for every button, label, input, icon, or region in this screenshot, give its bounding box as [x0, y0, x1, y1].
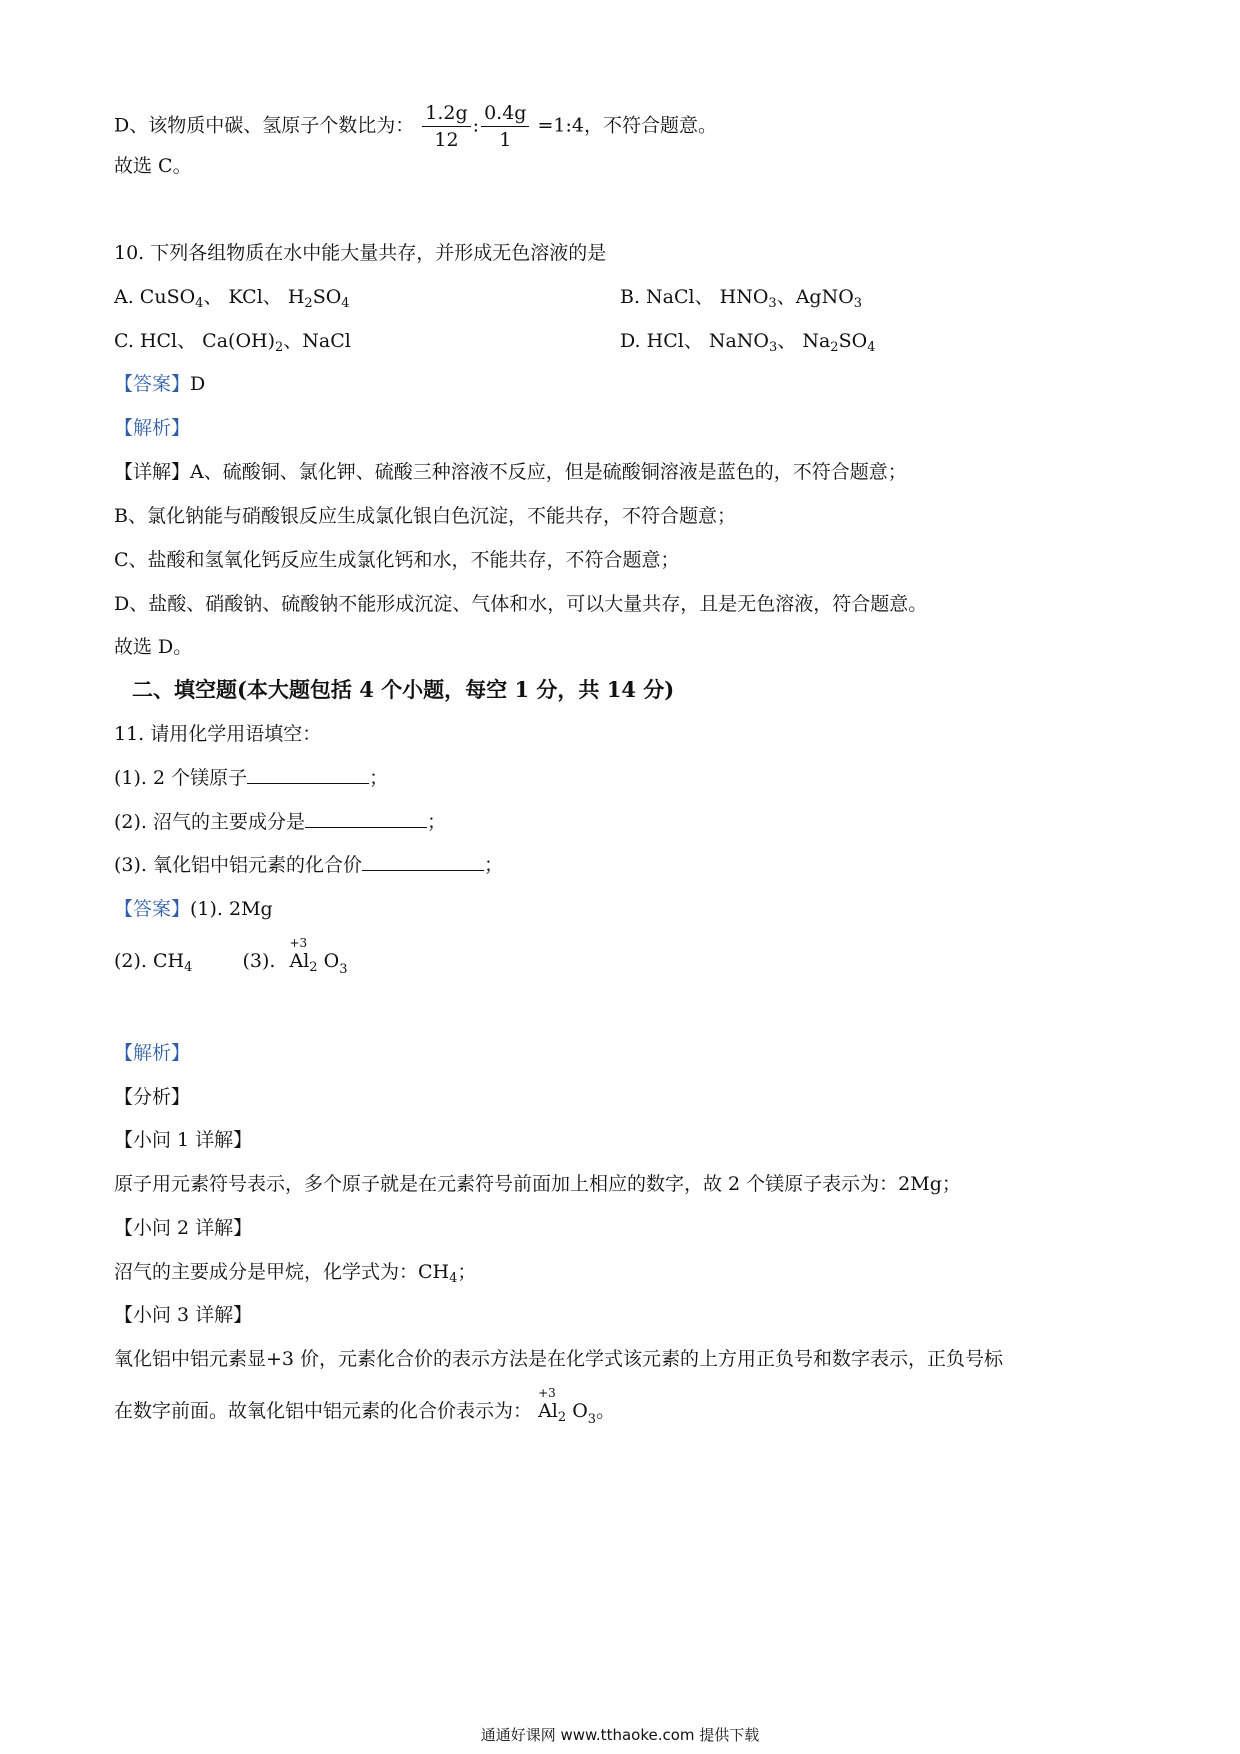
answer-value: D [190, 373, 206, 395]
section-heading: 二、填空题(本大题包括 4 个小题，每空 1 分，共 14 分) [132, 677, 675, 702]
opt-a-sub: 4 [341, 296, 350, 311]
detail-a-text: A、硫酸铜、氯化钾、硫酸三种溶液不反应，但是硫酸铜溶液是蓝色的，不符合题意； [190, 461, 907, 483]
answer-2: (2). CH [114, 950, 185, 972]
opt-b-text: 、AgNO [776, 286, 854, 308]
analysis-tag: 【解析】 [114, 417, 191, 439]
fraction-2-numerator: 0.4g [481, 100, 529, 127]
al-symbol: Al [538, 1400, 558, 1422]
opt-a-sub: 4 [195, 296, 204, 311]
analysis-tag: 【解析】 [114, 1042, 191, 1064]
q11-stem: 11. 请用化学用语填空： [114, 723, 322, 745]
sub3-tag: 【小问 3 详解】 [114, 1304, 253, 1326]
o-sub: 3 [587, 1412, 597, 1427]
answer-tag: 【答案】 [114, 898, 191, 920]
opt-c-text: C. HCl、 Ca(OH) [114, 330, 275, 352]
answer-blank [362, 852, 484, 871]
q11-answer-2-3 [114, 936, 348, 983]
answer-blank [247, 765, 369, 784]
opt-b-text: B. NaCl、 HNO [620, 286, 769, 308]
answer-tag: 【答案】 [114, 373, 191, 395]
semicolon: ； [484, 854, 504, 876]
answer-3-label: (3). [242, 950, 276, 972]
opt-d-sub: 3 [769, 340, 778, 355]
q10-detail-c: C、盐酸和氢氧化钙反应生成氯化钙和水，不能共存，不符合题意； [114, 549, 680, 571]
sub2-sub: 4 [449, 1271, 458, 1286]
opt-b-sub: 3 [768, 296, 777, 311]
q9-d-suffix: ，不符合题意。 [584, 114, 718, 137]
valence-formula [538, 1386, 597, 1433]
o-symbol: O [566, 1400, 588, 1422]
part-1-text: (1). 2 个镁原子 [114, 767, 248, 789]
fenxi-tag: 【分析】 [114, 1086, 191, 1108]
opt-a-text: 、 KCl、 H [203, 286, 305, 308]
sub3-line-1: 氧化铝中铝元素显+3 价，元素化合价的表示方法是在化学式该元素的上方用正负号和数字表示，正负号标 [114, 1348, 1004, 1370]
semicolon: ； [427, 811, 447, 833]
sub3-line-2-text: 在数字前面。故氧化铝中铝元素的化合价表示为： [114, 1400, 533, 1422]
part-3-text: (3). 氧化铝中铝元素的化合价 [114, 854, 362, 876]
opt-d-sub: 4 [867, 340, 876, 355]
q10-option-c [114, 328, 351, 354]
q10-stem: 10. 下列各组物质在水中能大量共存，并形成无色溶液的是 [114, 242, 607, 264]
opt-c-sub: 2 [275, 340, 284, 355]
part-2-text: (2). 沼气的主要成分是 [114, 811, 305, 833]
sub2-text [114, 1259, 476, 1285]
opt-d-text: D. HCl、 NaNO [620, 330, 770, 352]
valence-mark: +3 [289, 936, 308, 950]
sub3-line-2 [114, 1386, 616, 1433]
q11-part-1 [114, 765, 388, 791]
al-sub: 2 [309, 960, 318, 975]
q10-detail-d: D、盐酸、硝酸钠、硫酸钠不能形成沉淀、气体和水，可以大量共存，且是无色溶液，符合题意。 [114, 593, 928, 615]
q10-option-d [620, 328, 875, 354]
q9-d-prefix: D、该物质中碳、氢原子个数比为： [114, 114, 415, 137]
valence-mark: +3 [538, 1386, 556, 1400]
q11-answer [114, 896, 273, 922]
q10-detail-a [114, 459, 907, 485]
q10-detail-b: B、氯化钠能与硝酸银反应生成氯化银白色沉淀，不能共存，不符合题意； [114, 505, 736, 527]
answer-1: (1). 2Mg [190, 898, 273, 920]
opt-a-text: SO [312, 286, 342, 308]
fraction-2-denominator: 1 [499, 129, 512, 151]
fraction-1-denominator: 12 [434, 129, 459, 151]
opt-a-text: A. CuSO [114, 286, 196, 308]
semicolon: ； [369, 767, 389, 789]
valence-formula [289, 936, 348, 983]
opt-d-text: SO [838, 330, 868, 352]
q10-option-b [620, 284, 862, 310]
q9-option-d [114, 100, 717, 153]
q10-option-a [114, 284, 350, 310]
o-sub: 3 [339, 962, 348, 977]
al-symbol: Al [289, 950, 310, 972]
q9-choose: 故选 C。 [114, 155, 192, 177]
al-sub: 2 [557, 1410, 567, 1425]
sub1-text: 原子用元素符号表示，多个原子就是在元素符号前面加上相应的数字，故 2 个镁原子表示为：2Mg； [114, 1173, 961, 1195]
opt-c-text: 、NaCl [283, 330, 351, 352]
opt-d-text: 、 Na [777, 330, 831, 352]
sub2-tag: 【小问 2 详解】 [114, 1217, 253, 1239]
o-symbol: O [317, 950, 340, 972]
opt-b-sub: 3 [853, 296, 863, 311]
answer-blank [305, 809, 427, 828]
q10-answer [114, 371, 205, 397]
sub2-prefix: 沼气的主要成分是甲烷，化学式为：CH [114, 1261, 450, 1283]
fraction-1 [422, 100, 470, 153]
detail-tag: 【详解】 [114, 461, 191, 483]
fraction-2 [481, 100, 529, 153]
q11-part-3 [114, 852, 503, 878]
sub3-end: 。 [596, 1400, 616, 1422]
fraction-1-numerator: 1.2g [422, 100, 470, 127]
ratio-colon: : [472, 114, 480, 137]
answer-2-sub: 4 [184, 960, 193, 975]
ratio-result: =1:4 [537, 114, 585, 137]
sub1-tag: 【小问 1 详解】 [114, 1129, 253, 1151]
q11-part-2 [114, 809, 446, 835]
opt-a-sub: 2 [304, 296, 313, 311]
sub2-suffix: ； [457, 1261, 477, 1283]
footer-watermark: 通通好课网 www.tthaoke.com 提供下载 [480, 1726, 760, 1744]
q10-choose: 故选 D。 [114, 636, 193, 658]
opt-d-sub: 2 [830, 340, 839, 355]
